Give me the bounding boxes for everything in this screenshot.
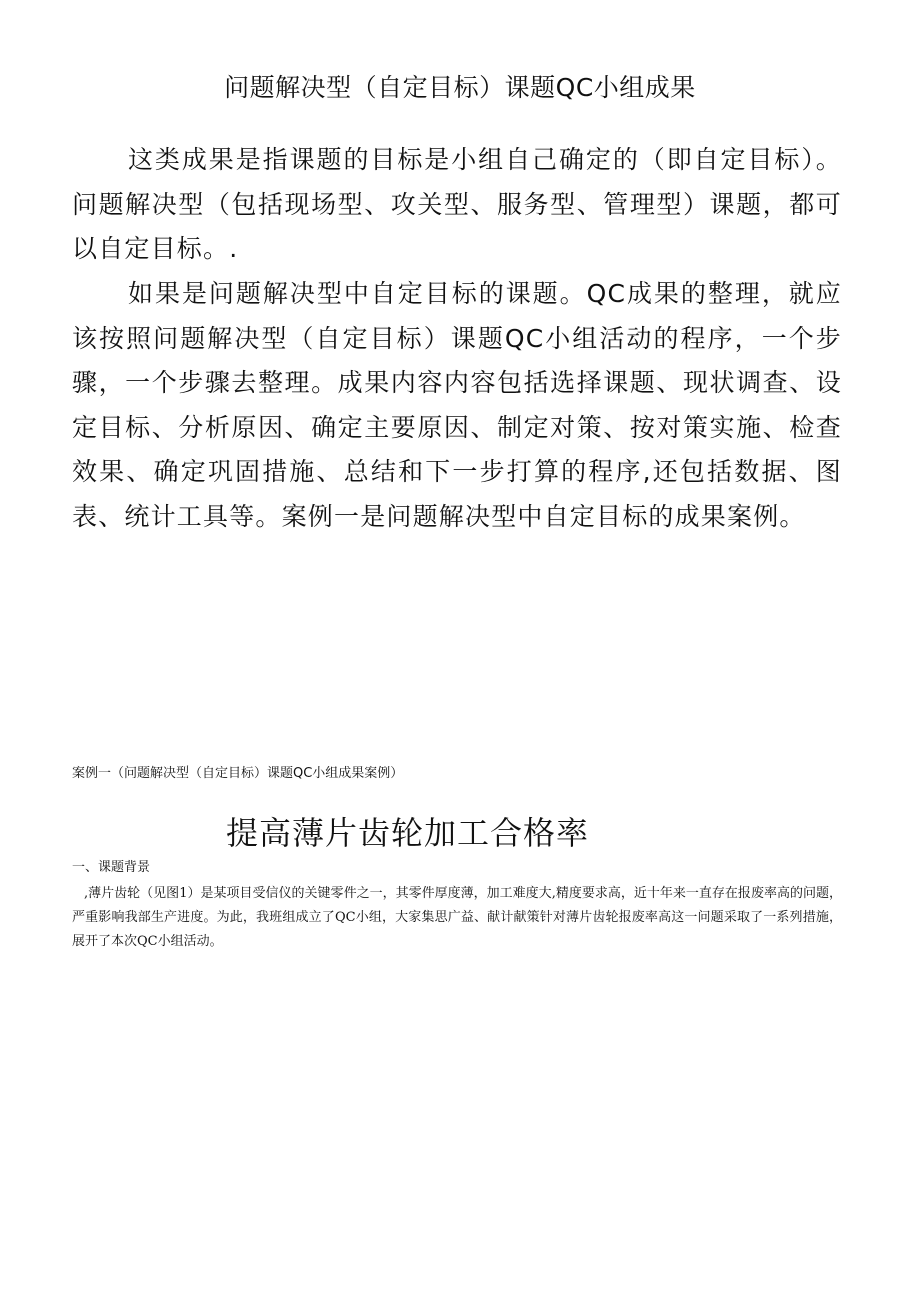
section-body-text: ,薄片齿轮（见图1）是某项目受信仪的关键零件之一，其零件厚度薄，加工难度大,精度要求高，近十年来一直存在报废率高的问题，严重影响我部生产进度。为此，我班组成立了QC小组，大家集思广益、献计献策针对薄片齿轮报废率高这一问题采取了一系列措施，展开了本次QC小组活动。 — [72, 886, 842, 949]
section-body-background — [72, 882, 842, 954]
document-title: 问题解决型（自定目标）课题QC小组成果 — [224, 73, 696, 102]
intro-paragraph-1: 这类成果是指课题的目标是小组自己确定的（即自定目标）。问题解决型（包括现场型、攻关型、服务型、管理型）课题，都可以自定目标。. — [72, 145, 842, 263]
case-title: 提高薄片齿轮加工合格率 — [226, 814, 590, 852]
case-label: 案例一（问题解决型（自定目标）课题QC小组成果案例） — [72, 766, 404, 781]
section-heading-background: 一、课题背景 — [72, 860, 151, 875]
intro-paragraph-2: 如果是问题解决型中自定目标的课题。QC成果的整理，就应该按照问题解决型（自定目标）课题QC小组活动的程序，一个步骤，一个步骤去整理。成果内容内容包括选择课题、现状调查、设定目标、分析原因、确定主要原因、制定对策、按对策实施、检查效果、确定巩固措施、总结和下一步打算的程序,还包括数据、图表、统计工具等。案例一是问题解决型中自定目标的成果案例。 — [72, 279, 842, 531]
